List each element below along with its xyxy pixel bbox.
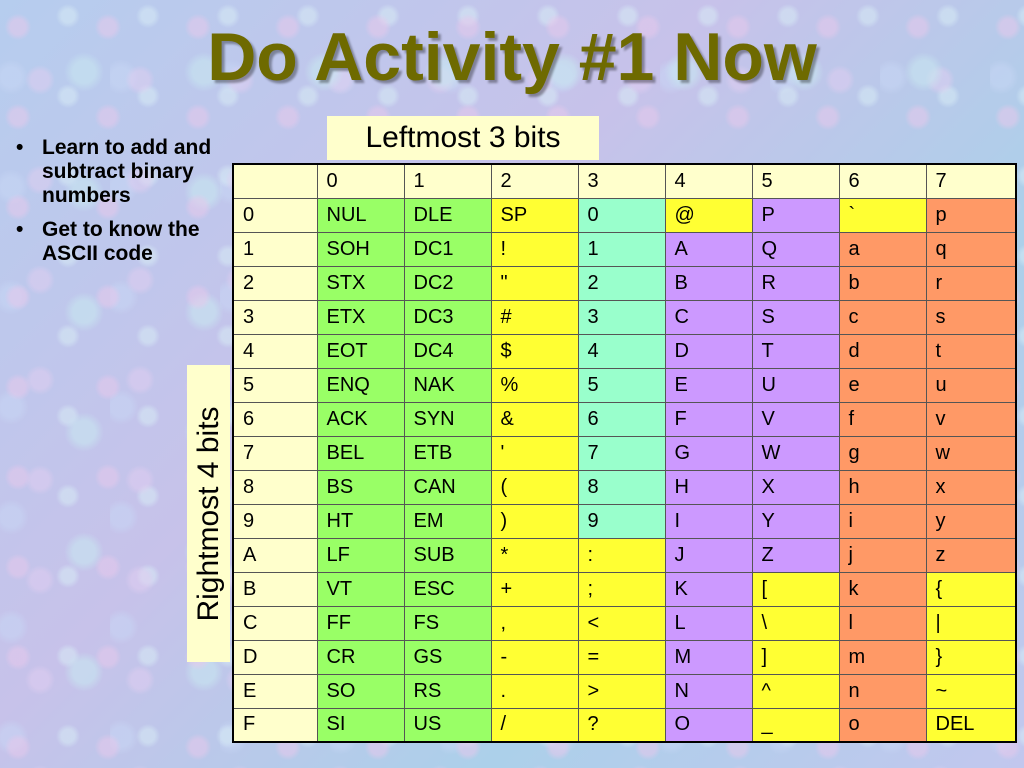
bullet-item xyxy=(12,218,217,266)
table-cell: SYN xyxy=(404,402,491,436)
table-cell: 0 xyxy=(578,198,665,232)
table-cell: ( xyxy=(491,470,578,504)
column-header: 1 xyxy=(404,164,491,198)
table-cell: Y xyxy=(752,504,839,538)
table-cell: C xyxy=(665,300,752,334)
table-cell: ^ xyxy=(752,674,839,708)
table-cell: F xyxy=(665,402,752,436)
column-header-row xyxy=(233,164,1016,198)
table-cell: DC1 xyxy=(404,232,491,266)
table-cell: BS xyxy=(317,470,404,504)
table-cell: ' xyxy=(491,436,578,470)
table-cell: ACK xyxy=(317,402,404,436)
row-header: E xyxy=(233,674,317,708)
table-cell: o xyxy=(839,708,926,742)
table-cell: HT xyxy=(317,504,404,538)
table-cell: ; xyxy=(578,572,665,606)
rightmost-bits-label-box xyxy=(187,365,230,662)
table-cell: CR xyxy=(317,640,404,674)
table-row xyxy=(233,606,1016,640)
table-cell: c xyxy=(839,300,926,334)
table-cell: Z xyxy=(752,538,839,572)
table-cell: US xyxy=(404,708,491,742)
table-cell: J xyxy=(665,538,752,572)
table-cell: 1 xyxy=(578,232,665,266)
table-cell: f xyxy=(839,402,926,436)
table-row xyxy=(233,538,1016,572)
table-cell: 7 xyxy=(578,436,665,470)
table-row xyxy=(233,266,1016,300)
table-cell: z xyxy=(926,538,1016,572)
bullet-list xyxy=(12,136,217,276)
table-cell: u xyxy=(926,368,1016,402)
table-cell: e xyxy=(839,368,926,402)
column-header: 7 xyxy=(926,164,1016,198)
slide-title: Do Activity #1 Now xyxy=(207,19,817,95)
table-cell: DLE xyxy=(404,198,491,232)
table-cell: DC4 xyxy=(404,334,491,368)
table-cell: [ xyxy=(752,572,839,606)
row-header: 8 xyxy=(233,470,317,504)
table-cell: n xyxy=(839,674,926,708)
table-row xyxy=(233,504,1016,538)
table-cell: \ xyxy=(752,606,839,640)
row-header: 0 xyxy=(233,198,317,232)
table-cell: t xyxy=(926,334,1016,368)
table-cell: < xyxy=(578,606,665,640)
table-row xyxy=(233,708,1016,742)
table-cell: G xyxy=(665,436,752,470)
row-header: 2 xyxy=(233,266,317,300)
row-header: D xyxy=(233,640,317,674)
row-header: F xyxy=(233,708,317,742)
table-cell: 6 xyxy=(578,402,665,436)
row-header: 4 xyxy=(233,334,317,368)
table-cell: g xyxy=(839,436,926,470)
table-cell: SUB xyxy=(404,538,491,572)
table-row xyxy=(233,436,1016,470)
table-cell: BEL xyxy=(317,436,404,470)
table-cell: DC2 xyxy=(404,266,491,300)
table-row xyxy=(233,300,1016,334)
table-cell: $ xyxy=(491,334,578,368)
table-row xyxy=(233,368,1016,402)
table-cell: LF xyxy=(317,538,404,572)
table-cell: * xyxy=(491,538,578,572)
table-cell: - xyxy=(491,640,578,674)
table-cell: T xyxy=(752,334,839,368)
table-cell: U xyxy=(752,368,839,402)
table-cell: R xyxy=(752,266,839,300)
table-cell: Q xyxy=(752,232,839,266)
table-cell: k xyxy=(839,572,926,606)
table-row xyxy=(233,232,1016,266)
table-cell: STX xyxy=(317,266,404,300)
row-header: 6 xyxy=(233,402,317,436)
table-cell: % xyxy=(491,368,578,402)
table-cell: 9 xyxy=(578,504,665,538)
table-cell: @ xyxy=(665,198,752,232)
table-cell: VT xyxy=(317,572,404,606)
table-cell: ! xyxy=(491,232,578,266)
table-row xyxy=(233,674,1016,708)
table-cell: m xyxy=(839,640,926,674)
table-cell: s xyxy=(926,300,1016,334)
table-cell: ` xyxy=(839,198,926,232)
table-cell: W xyxy=(752,436,839,470)
row-header: A xyxy=(233,538,317,572)
column-header: 3 xyxy=(578,164,665,198)
table-cell: N xyxy=(665,674,752,708)
table-cell: RS xyxy=(404,674,491,708)
table-cell: B xyxy=(665,266,752,300)
column-header: 2 xyxy=(491,164,578,198)
row-header: 5 xyxy=(233,368,317,402)
table-cell: FF xyxy=(317,606,404,640)
table-cell: S xyxy=(752,300,839,334)
table-cell: _ xyxy=(752,708,839,742)
table-cell: b xyxy=(839,266,926,300)
table-cell: D xyxy=(665,334,752,368)
row-header: 9 xyxy=(233,504,317,538)
bullet-text: Get to know the ASCII code xyxy=(42,218,200,265)
table-cell: r xyxy=(926,266,1016,300)
table-cell: NAK xyxy=(404,368,491,402)
table-cell: ETB xyxy=(404,436,491,470)
table-cell: X xyxy=(752,470,839,504)
table-cell: > xyxy=(578,674,665,708)
row-header: B xyxy=(233,572,317,606)
table-cell: i xyxy=(839,504,926,538)
table-cell: ] xyxy=(752,640,839,674)
table-cell: j xyxy=(839,538,926,572)
table-cell: 4 xyxy=(578,334,665,368)
bullet-dot-icon: • xyxy=(16,136,24,159)
table-cell: & xyxy=(491,402,578,436)
ascii-table xyxy=(232,163,1017,743)
table-cell: d xyxy=(839,334,926,368)
rightmost-bits-label: Rightmost 4 bits xyxy=(191,405,225,622)
table-cell: SOH xyxy=(317,232,404,266)
table-row xyxy=(233,402,1016,436)
table-cell: : xyxy=(578,538,665,572)
table-cell: a xyxy=(839,232,926,266)
table-cell: , xyxy=(491,606,578,640)
table-cell: x xyxy=(926,470,1016,504)
table-cell: E xyxy=(665,368,752,402)
column-header: 0 xyxy=(317,164,404,198)
table-row xyxy=(233,572,1016,606)
table-cell: | xyxy=(926,606,1016,640)
row-header: 7 xyxy=(233,436,317,470)
table-cell: I xyxy=(665,504,752,538)
table-cell: ETX xyxy=(317,300,404,334)
table-cell: O xyxy=(665,708,752,742)
table-row xyxy=(233,470,1016,504)
table-cell: v xyxy=(926,402,1016,436)
table-cell: DC3 xyxy=(404,300,491,334)
table-cell: y xyxy=(926,504,1016,538)
table-cell: ~ xyxy=(926,674,1016,708)
table-cell: NUL xyxy=(317,198,404,232)
table-cell: FS xyxy=(404,606,491,640)
table-cell: A xyxy=(665,232,752,266)
table-cell: H xyxy=(665,470,752,504)
table-cell: p xyxy=(926,198,1016,232)
table-cell: P xyxy=(752,198,839,232)
bullet-text: Learn to add and subtract binary numbers xyxy=(42,136,212,207)
table-cell: 5 xyxy=(578,368,665,402)
corner-cell xyxy=(233,164,317,198)
table-cell: / xyxy=(491,708,578,742)
table-cell: M xyxy=(665,640,752,674)
table-cell: l xyxy=(839,606,926,640)
table-cell: } xyxy=(926,640,1016,674)
table-cell: ENQ xyxy=(317,368,404,402)
table-cell: EOT xyxy=(317,334,404,368)
table-cell: 8 xyxy=(578,470,665,504)
table-cell: DEL xyxy=(926,708,1016,742)
row-header: 3 xyxy=(233,300,317,334)
table-cell: L xyxy=(665,606,752,640)
column-header: 6 xyxy=(839,164,926,198)
table-cell: SI xyxy=(317,708,404,742)
leftmost-bits-label: Leftmost 3 bits xyxy=(327,116,599,160)
bullet-item xyxy=(12,136,217,208)
table-cell: + xyxy=(491,572,578,606)
table-row xyxy=(233,198,1016,232)
column-header: 5 xyxy=(752,164,839,198)
table-cell: EM xyxy=(404,504,491,538)
row-header: 1 xyxy=(233,232,317,266)
table-cell: ) xyxy=(491,504,578,538)
table-cell: h xyxy=(839,470,926,504)
table-cell: 3 xyxy=(578,300,665,334)
bullet-dot-icon: • xyxy=(16,218,24,241)
table-cell: 2 xyxy=(578,266,665,300)
table-row xyxy=(233,334,1016,368)
table-cell: { xyxy=(926,572,1016,606)
ascii-table-body xyxy=(233,198,1016,742)
row-header: C xyxy=(233,606,317,640)
table-cell: GS xyxy=(404,640,491,674)
table-cell: SP xyxy=(491,198,578,232)
table-cell: ? xyxy=(578,708,665,742)
table-cell: q xyxy=(926,232,1016,266)
table-cell: ESC xyxy=(404,572,491,606)
table-cell: K xyxy=(665,572,752,606)
table-cell: V xyxy=(752,402,839,436)
table-cell: w xyxy=(926,436,1016,470)
table-cell: " xyxy=(491,266,578,300)
table-cell: . xyxy=(491,674,578,708)
table-cell: # xyxy=(491,300,578,334)
table-cell: SO xyxy=(317,674,404,708)
table-cell: = xyxy=(578,640,665,674)
table-cell: CAN xyxy=(404,470,491,504)
table-row xyxy=(233,640,1016,674)
column-header: 4 xyxy=(665,164,752,198)
